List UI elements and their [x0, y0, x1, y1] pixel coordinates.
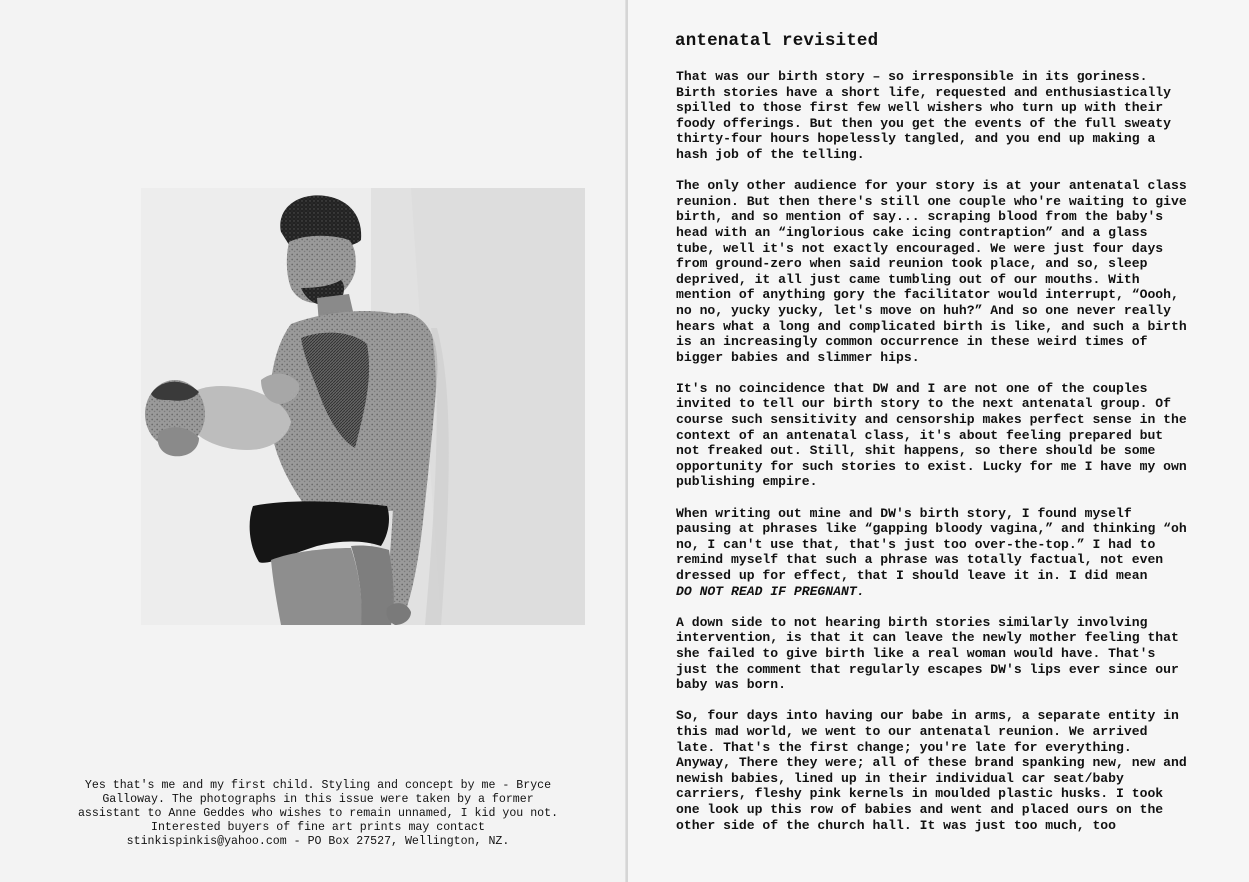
text-line: baby was born.	[676, 677, 787, 693]
paragraph	[676, 615, 1236, 693]
text-line: one look up this row of babies and went and placed ours on the	[676, 801, 1164, 817]
paragraph	[676, 178, 1236, 365]
text-line: Anyway, There they were; all of these brand spanking new, new and	[676, 755, 1187, 771]
text-line: intervention, is that it can leave the newly mother feeling that	[676, 630, 1179, 646]
text-line: other side of the church hall. It was just too much, too	[676, 817, 1117, 833]
photograph-illustration	[141, 188, 585, 625]
text-line: context of an antenatal class, it's about feeling prepared but	[676, 427, 1164, 443]
text-line: late. That's the first change; you're late for everything.	[676, 739, 1132, 755]
text-line: course such sensitivity and censorship makes perfect sense in the	[676, 412, 1187, 428]
text-line: pausing at phrases like “gapping bloody vagina,” and thinking “oh	[676, 521, 1187, 537]
paragraph	[676, 69, 1236, 163]
text-line: foody offerings. But then you get the events of the full sweaty	[676, 115, 1172, 131]
text-line: is an increasingly common occurrence in these weird times of	[676, 334, 1148, 350]
text-line: not freaked out. Still, shit happens, so there should be some	[676, 443, 1156, 459]
text-line: this mad world, we went to our antenatal reunion. We arrived	[676, 723, 1148, 739]
text-line: hears what a long and complicated birth is like, and such a birth	[676, 318, 1187, 334]
text-line: reunion. But then there's still one couple who're waiting to give	[676, 193, 1187, 209]
paragraph	[676, 708, 1236, 833]
text-line: bigger babies and slimmer hips.	[676, 349, 920, 365]
caption-line: Interested buyers of fine art prints may contact	[151, 821, 485, 834]
caption-line: Galloway. The photographs in this issue were taken by a former	[102, 793, 534, 806]
text-line: carriers, fleshy pink kernels in moulded plastic husks. I took	[676, 786, 1164, 802]
caption-line: stinkispinkis@yahoo.com - PO Box 27527, Wellington, NZ.	[126, 835, 510, 848]
text-line: The only other audience for your story is at your antenatal class	[676, 178, 1187, 194]
text-line: tube, well it's not exactly encouraged. We were just four days	[676, 240, 1164, 256]
text-line: So, four days into having our babe in arms, a separate entity in	[676, 708, 1179, 724]
text-line: publishing empire.	[676, 474, 818, 490]
text-line: head with an “inglorious cake icing contraption” and a glass	[676, 224, 1148, 240]
warning-emphasis: DO NOT READ IF PREGNANT.	[676, 583, 865, 599]
caption-line: assistant to Anne Geddes who wishes to remain unnamed, I kid you not.	[77, 807, 559, 820]
photograph-man-holding-newborn	[141, 188, 585, 625]
text-line: no no, yucky yucky, let's move on huh?” And so one never really	[676, 302, 1172, 318]
text-line: thirty-four hours hopelessly tangled, and you end up making a	[676, 131, 1156, 147]
text-line: dressed up for effect, that I should leave it in. I did mean	[676, 568, 1148, 583]
right-page	[628, 0, 1249, 882]
text-line: That was our birth story – so irresponsible in its goriness.	[676, 69, 1148, 84]
text-line: opportunity for such stories to exist. Lucky for me I have my own	[676, 458, 1187, 474]
text-line: no, I can't use that, that's just too over-the-top.” I had to	[676, 536, 1156, 552]
text-line: she failed to give birth like a real woman would have. That's	[676, 645, 1156, 661]
text-line: just the comment that regularly escapes DW's lips ever since our	[676, 661, 1179, 677]
text-line: When writing out mine and DW's birth story, I found myself	[676, 505, 1132, 521]
paragraph	[676, 381, 1236, 490]
text-line: Birth stories have a short life, requested and enthusiastically	[676, 84, 1172, 100]
article-title: antenatal revisited	[675, 31, 879, 51]
photo-caption	[48, 779, 588, 849]
text-line: hash job of the telling.	[676, 146, 865, 162]
text-line: spilled to those first few well wishers who turn up with their	[676, 100, 1164, 116]
text-line: newish babies, lined up in their individual car seat/baby	[676, 770, 1124, 786]
paragraph	[676, 506, 1236, 600]
text-line: deprived, it all just came tumbling out of our mouths. With	[676, 271, 1140, 287]
text-line: mention of anything gory the facilitator would interrupt, “Oooh,	[676, 287, 1179, 303]
text-line: remind myself that such a phrase was totally factual, not even	[676, 552, 1164, 568]
text-line: birth, and so mention of say... scraping blood from the baby's	[676, 209, 1164, 225]
caption-line: Yes that's me and my first child. Styling and concept by me - Bryce	[84, 779, 552, 792]
text-line: It's no coincidence that DW and I are not one of the couples	[676, 380, 1148, 396]
text-line: invited to tell our birth story to the next antenatal group. Of	[676, 396, 1172, 412]
text-line: from ground-zero when said reunion took place, and so, sleep	[676, 256, 1148, 272]
article-body	[676, 69, 1236, 849]
text-line: A down side to not hearing birth stories similarly involving	[676, 614, 1148, 630]
